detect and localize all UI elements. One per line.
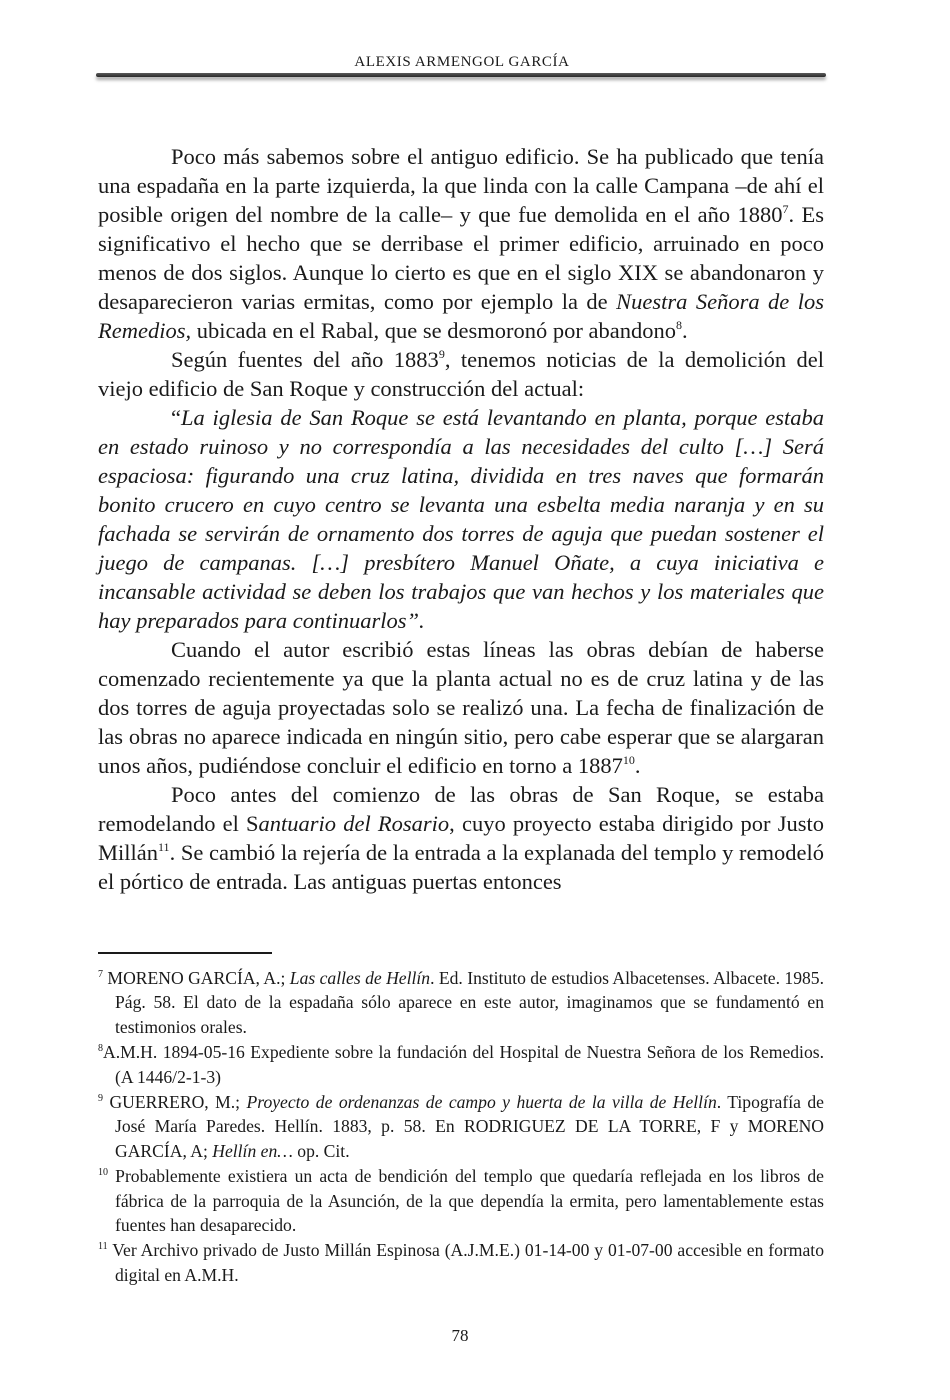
p1-italic-title: Nuestra Señora de los Remedios,: [98, 289, 825, 343]
footnote-number: 10: [98, 1167, 108, 1179]
footnote-8: [98, 1040, 824, 1089]
paragraph-3: [98, 635, 824, 780]
p1-text-a: Poco más sabemos sobre el antiguo edificio. Se ha publicado que tenía una espadaña en la parte izquierda, la que linda con la calle Campana –de ahí el posible origen del nombre de la calle– y que fue demolida en el año 1880: [98, 144, 824, 227]
p1-text-d: .: [681, 318, 688, 343]
footnote-ref-8: 8: [675, 318, 682, 332]
p1-text-b: . Es significativo el hecho que se derribase el primer edificio, arruinado en poco menos de dos siglos. Aunque lo cierto es que en el siglo XIX se abandonaron y desaparecieron varias ermitas, como por ejemplo la de: [98, 202, 824, 314]
footnote-9: [98, 1090, 824, 1163]
quote-text: La iglesia de San Roque se está levantando en planta, porque estaba en estado ruinoso y no correspondía a las necesidades del culto […] Será espaciosa: figurando una cruz latina, dividida en tres naves que formarán bonito crucero en cuyo centro se levanta una esbelta media naranja y en su fachada se servirán de ornamento dos torres de aguja que puedan sostener el juego de campanas. […] presbítero Manuel Oñate, a cuya iniciativa e incansable actividad se deben los trabajos que van hechos y los materiales que hay preparados para continuarlos”.: [98, 405, 824, 633]
block-quote: [98, 403, 824, 635]
footnote-text: Probablemente existiera un acta de bendición del templo que quedaría reflejada en los libros de fábrica de la parroquia de la Asunción, de la que dependía la ermita, pero lamentablemente estas fuentes han desaparecido.: [115, 1166, 824, 1236]
footnote-text: . Ed. Instituto de estudios Albacetenses. Albacete. 1985. Pág. 58. El dato de la espadaña sólo aparece en este autor, imaginamos que se fundamentó en testimonios orales.: [115, 968, 825, 1037]
footnote-italic: Hellín en…: [212, 1140, 293, 1161]
footnote-text: MORENO GARCÍA, A.;: [107, 968, 290, 988]
footnote-italic: Proyecto de ordenanzas de campo y huerta de la villa de Hellín: [246, 1092, 717, 1113]
p4-text-b: , cuyo proyecto estaba dirigido por Justo Millán: [98, 811, 824, 865]
p3-text-b: .: [634, 753, 641, 778]
paragraph-2: [98, 345, 824, 403]
running-header: ALEXIS ARMENGOL GARCÍA: [354, 54, 570, 70]
footnote-number: 8: [98, 1043, 103, 1055]
quote-paragraph: [98, 403, 824, 635]
footnote-10: [98, 1164, 824, 1237]
footnote-text: Ver Archivo privado de Justo Millán Espinosa (A.J.M.E.) 01-14-00 y 01-07-00 accesible en formato digital en A.M.H.: [112, 1240, 824, 1285]
p4-text-a: Poco antes del comienzo de las obras de San Roque, se estaba remodelando el S: [98, 782, 824, 836]
p3-text-a: Cuando el autor escribió estas líneas las obras debían de haberse comenzado recientemente ya que la planta actual no es de cruz latina y de las dos torres de aguja proyectadas solo se realizó una. La fecha de finalización de las obras no aparece indicada en ningún sitio, pero cabe esperar que se alargaran unos años, pudiéndose concluir el edificio en torno a 1887: [98, 637, 824, 778]
paragraph-1: [98, 142, 824, 345]
p2-text-b: , tenemos noticias de la demolición del viejo edificio de San Roque y construcción del actual:: [98, 347, 825, 401]
footnote-7: [98, 966, 824, 1039]
footnote-text: op. Cit.: [292, 1140, 350, 1161]
footnote-ref-9: 9: [438, 347, 445, 361]
footnote-ref-10: 10: [622, 753, 635, 767]
footnote-number: 7: [98, 969, 103, 980]
footnote-number: 9: [98, 1093, 103, 1105]
quote-open-mark: “: [171, 405, 181, 430]
footnote-ref-11: 11: [158, 840, 170, 854]
footnote-separator: [98, 952, 272, 954]
footnotes: [98, 966, 824, 1288]
footnote-11: [98, 1238, 824, 1287]
header-rule: [96, 73, 826, 77]
p4-italic-title: antuario del Rosario: [258, 811, 450, 836]
footnote-ref-7: 7: [782, 202, 789, 216]
footnote-italic: Las calles de Hellín: [289, 968, 431, 988]
footnote-text: . Tipografía de José María Paredes. Hellín. 1883, p. 58. En RODRIGUEZ DE LA TORRE, F y MORENO GARCÍA, A;: [115, 1092, 824, 1161]
footnote-number: 11: [98, 1241, 108, 1253]
body-text: [98, 142, 824, 896]
p1-text-c: ubicada en el Rabal, que se desmoronó por abandono: [191, 318, 676, 343]
paragraph-4: [98, 780, 824, 896]
p2-text-a: Según fuentes del año 1883: [171, 347, 439, 372]
footnote-text: GUERRERO, M.;: [109, 1092, 247, 1113]
page-number: 78: [451, 1326, 469, 1345]
footnote-text: A.M.H. 1894-05-16 Expediente sobre la fundación del Hospital de Nuestra Señora de los Remedios. (A 1446/2-1-3): [103, 1042, 824, 1087]
p4-text-c: . Se cambió la rejería de la entrada a la explanada del templo y remodeló el pórtico de entrada. Las antiguas puertas entonces: [98, 840, 824, 894]
